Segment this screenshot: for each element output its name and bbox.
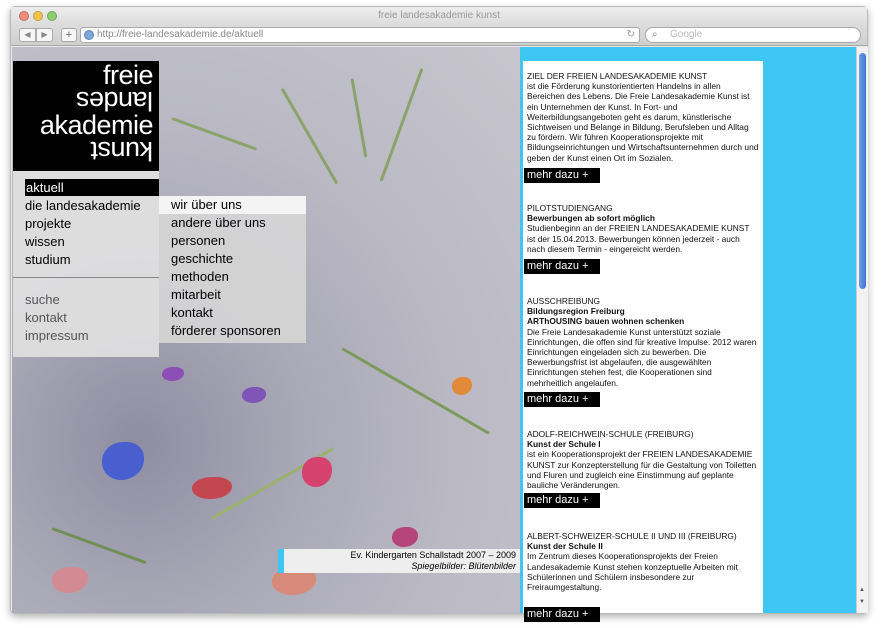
scrollbar-thumb[interactable] — [859, 53, 866, 289]
news-item — [527, 203, 759, 254]
subnav-item-geschichte[interactable]: geschichte — [171, 251, 234, 266]
decorative-petal — [452, 377, 472, 395]
news-item — [527, 71, 759, 163]
mehr-dazu-button[interactable]: mehr dazu + — [524, 607, 600, 622]
search-field[interactable] — [645, 27, 861, 43]
news-body: ist die Förderung kunstorientierten Handelns in allen Bereichen des Lebens. Die Freie Landesakademie Kunst ist ein Unternehmen der Kunst. In Fort- und Weiterbildungsangeboten geht es darum, künstlerische Sichtweisen und Belange in Bildung, Berufsleben und Alltag zu fördern. Wir führen Kooperationsprojekte mit Bildungseinrichtungen und Wirtschaftsunternehmen durch und geben der Kunst einen Ort im Sozialen. — [527, 81, 759, 163]
news-item — [527, 531, 759, 592]
news-item — [527, 429, 759, 490]
news-subheading: Kunst der Schule II — [527, 541, 603, 552]
minimize-window-button[interactable] — [33, 11, 43, 21]
mehr-dazu-button[interactable]: mehr dazu + — [524, 168, 600, 183]
news-column — [523, 61, 763, 620]
sub-navigation — [159, 196, 306, 343]
logo-line: akademie — [39, 110, 153, 140]
plus-icon: + — [65, 29, 73, 41]
logo-line-flipped: kunst — [90, 136, 153, 166]
news-body: Im Zentrum dieses Kooperationsprojekts der Freien Landesakademie Kunst stehen konzeptuelle Arbeiten mit Schülerinnen und Schülern insbesondere zur Freiraumgestaltung. — [527, 551, 738, 593]
forward-button[interactable] — [36, 28, 53, 42]
add-bookmark-button[interactable] — [61, 28, 77, 42]
address-bar[interactable] — [80, 27, 640, 43]
decorative-stem — [351, 78, 368, 157]
news-heading: AUSSCHREIBUNG — [527, 296, 601, 306]
decorative-petal — [302, 457, 332, 487]
mehr-dazu-button[interactable]: mehr dazu + — [524, 493, 600, 508]
browser-toolbar — [11, 25, 867, 46]
logo-line: freie — [102, 60, 153, 90]
search-icon: ⌕ — [652, 29, 658, 40]
back-arrow-icon: ◀ — [24, 30, 31, 39]
caption-subline: Spiegelbilder: Blütenbilder — [411, 561, 516, 571]
news-subheading: Bildungsregion Freiburg — [527, 306, 625, 317]
news-subheading: Bewerbungen ab sofort möglich — [527, 213, 655, 224]
news-subheading: Kunst der Schule I — [527, 439, 601, 450]
mehr-dazu-button[interactable]: mehr dazu + — [524, 259, 600, 274]
nav-item-kontakt[interactable]: kontakt — [25, 310, 67, 325]
subnav-item-kontakt[interactable]: kontakt — [171, 305, 213, 320]
subnav-item-mitarbeit[interactable]: mitarbeit — [171, 287, 221, 302]
nav-item-die-landesakademie[interactable]: die landesakademie — [25, 198, 141, 213]
decorative-petal — [162, 367, 184, 381]
decorative-petal — [392, 527, 418, 547]
address-text: http://freie-landesakademie.de/aktuell — [97, 29, 264, 40]
logo-line-flipped: landes — [76, 86, 153, 116]
nav-divider — [13, 277, 159, 278]
vertical-scrollbar[interactable] — [856, 47, 868, 613]
news-subheading: ARThOUSING bauen wohnen schenken — [527, 316, 685, 327]
decorative-stem — [171, 117, 257, 151]
subnav-item-personen[interactable]: personen — [171, 233, 226, 248]
nav-item-projekte[interactable]: projekte — [25, 216, 72, 231]
subnav-item-wir-ueber-uns[interactable]: wir über uns — [171, 197, 242, 212]
main-navigation — [13, 171, 159, 357]
decorative-petal — [52, 567, 88, 593]
nav-item-suche[interactable]: suche — [25, 292, 60, 307]
decorative-petal — [192, 477, 232, 499]
news-heading: ADOLF-REICHWEIN-SCHULE (FREIBURG) — [527, 429, 694, 439]
window-title: freie landesakademie kunst — [378, 10, 500, 21]
nav-item-aktuell[interactable]: aktuell — [25, 179, 159, 196]
zoom-window-button[interactable] — [47, 11, 57, 21]
news-heading: ALBERT-SCHWEIZER-SCHULE II UND III (FREIBURG) — [527, 531, 737, 541]
news-body: ist ein Kooperationsprojekt der FREIEN LANDESAKADEMIE KUNST zur Konzepterstellung für die Gestaltung von Toiletten und Fluren und zugleich eine Einstimmung auf geplante bauliche Veränderungen. — [527, 449, 757, 491]
nav-item-studium[interactable]: studium — [25, 252, 71, 267]
scroll-up-arrow-icon[interactable]: ▲ — [859, 587, 865, 593]
browser-window — [10, 6, 868, 620]
reload-icon[interactable]: ↻ — [626, 29, 635, 40]
forward-arrow-icon: ▶ — [41, 30, 48, 39]
decorative-stem — [281, 88, 339, 185]
subnav-item-methoden[interactable]: methoden — [171, 269, 229, 284]
back-button[interactable] — [19, 28, 36, 42]
news-body: Studienbeginn an der FREIEN LANDESAKADEMIE KUNST ist der 15.04.2013. Bewerbungen können jederzeit - auch nach diesem Termin - eingereicht werden. — [527, 223, 750, 254]
decorative-petal — [242, 387, 266, 403]
subnav-item-andere-ueber-uns[interactable]: andere über uns — [171, 215, 266, 230]
news-heading: ZIEL DER FREIEN LANDESAKADEMIE KUNST — [527, 71, 708, 81]
decorative-stem — [380, 68, 424, 182]
photo-caption — [278, 549, 520, 573]
nav-item-impressum[interactable]: impressum — [25, 328, 89, 343]
close-window-button[interactable] — [19, 11, 29, 21]
news-heading: PILOTSTUDIENGANG — [527, 203, 613, 213]
scroll-down-arrow-icon[interactable]: ▼ — [859, 599, 865, 605]
subnav-item-foerderer-sponsoren[interactable]: förderer sponsoren — [171, 323, 281, 338]
window-controls — [19, 11, 57, 21]
decorative-stem — [51, 527, 146, 564]
globe-icon — [84, 30, 94, 40]
decorative-petal — [102, 442, 144, 480]
mehr-dazu-button[interactable]: mehr dazu + — [524, 392, 600, 407]
search-placeholder: Google — [670, 29, 703, 40]
caption-line: Ev. Kindergarten Schallstadt 2007 – 2009 — [350, 550, 516, 560]
site-logo[interactable] — [13, 61, 159, 171]
title-bar — [11, 7, 867, 25]
news-item — [527, 296, 759, 388]
news-body: Die Freie Landesakademie Kunst unterstützt soziale Einrichtungen, die offen sind für kreative Impulse. 2012 waren Einrichtungen eingeladen sich zu bewerben. Die Bewerbungsfrist ist abgelaufen, die ausgewählten Einrichtungen stehen fest, die Kooperationen sind mehrheitlich angelaufen. — [527, 326, 757, 388]
nav-item-wissen[interactable]: wissen — [25, 234, 65, 249]
page-content — [12, 47, 857, 620]
